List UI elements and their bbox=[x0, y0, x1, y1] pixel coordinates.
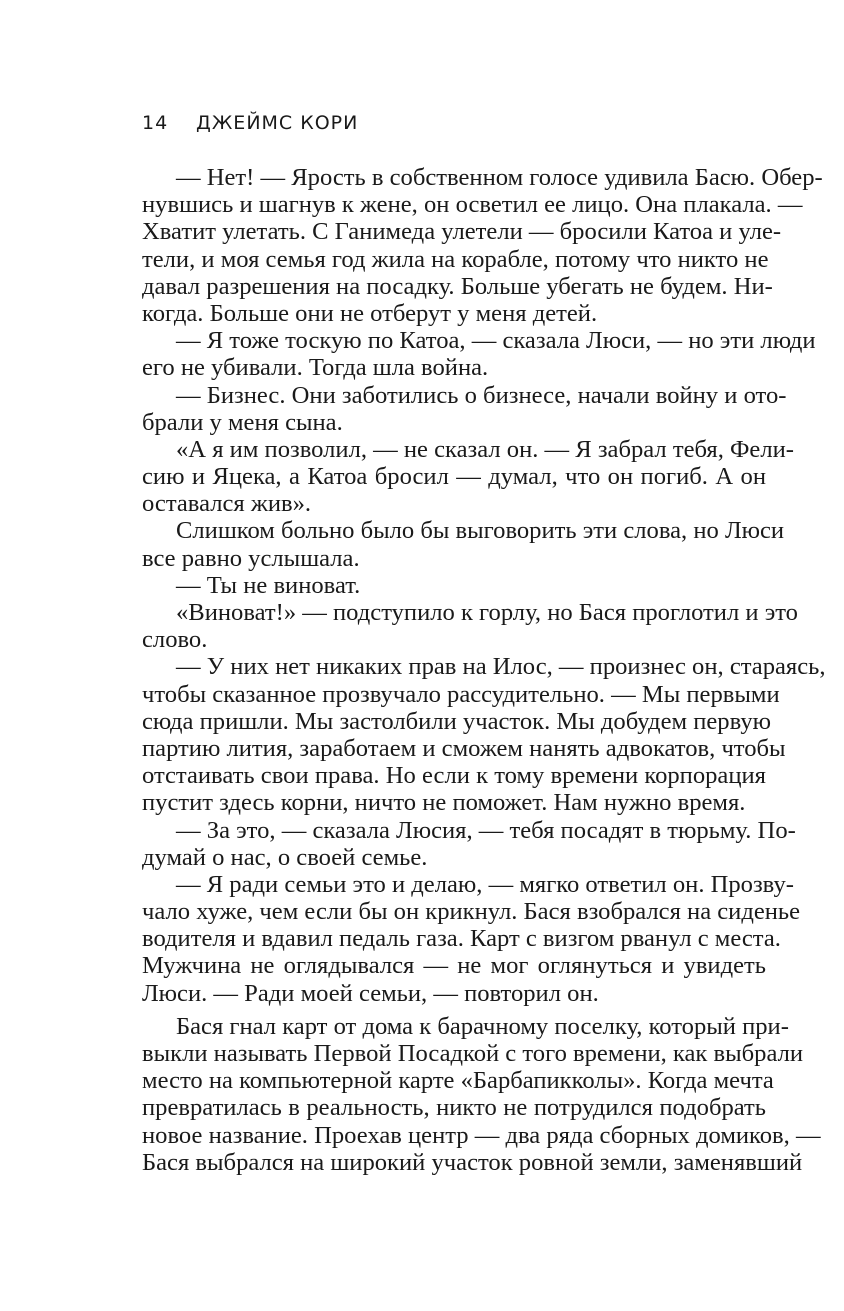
text-line: Люси. — Ради моей семьи, — повторил он. bbox=[142, 979, 599, 1007]
running-head-author: ДЖЕЙМС КОРИ bbox=[196, 112, 359, 134]
body-text bbox=[142, 164, 826, 1176]
text-line: партию лития, заработаем и сможем нанять адвокатов, чтобы bbox=[142, 734, 786, 762]
text-line: Бася выбрался на широкий участок ровной земли, заменявший bbox=[142, 1148, 803, 1176]
text-line: отстаивать свои права. Но если к тому времени корпорация bbox=[142, 762, 766, 790]
text-line: сюда пришли. Мы застолбили участок. Мы добудем первую bbox=[142, 707, 772, 735]
text-line: все равно услышала. bbox=[142, 544, 360, 572]
text-line: чало хуже, чем если бы он крикнул. Бася взобрался на сиденье bbox=[142, 898, 801, 926]
text-line: пустит здесь корни, ничто не поможет. Нам нужно время. bbox=[142, 789, 746, 817]
text-line: — У них нет никаких прав на Илос, — произнес он, стараясь, bbox=[176, 653, 826, 681]
text-line: — Я ради семьи это и делаю, — мягко ответил он. Прозву- bbox=[176, 870, 794, 898]
text-line: оставался жив». bbox=[142, 490, 312, 518]
text-line: слово. bbox=[142, 626, 208, 654]
text-line: Хватит улетать. С Ганимеда улетели — бросили Катоа и уле- bbox=[142, 218, 782, 246]
text-line: «А я им позволил, — не сказал он. — Я забрал тебя, Фели- bbox=[176, 435, 794, 463]
text-line: выкли называть Первой Посадкой с того времени, как выбрали bbox=[142, 1040, 804, 1067]
text-line: думай о нас, о своей семье. bbox=[142, 843, 428, 871]
text-line: водителя и вдавил педаль газа. Карт с визгом рванул с места. bbox=[142, 925, 781, 953]
text-line: когда. Больше они не отберут у меня детей. bbox=[142, 299, 598, 327]
text-line: «Виноват!» — подступило к горлу, но Бася проглотил и это bbox=[176, 599, 798, 626]
text-line: — Бизнес. Они заботились о бизнесе, начали войну и ото- bbox=[176, 381, 787, 409]
text-line: сию и Яцека, а Катоа бросил — думал, что он погиб. А он bbox=[142, 463, 766, 491]
text-line: — За это, — сказала Люсия, — тебя посадят в тюрьму. По- bbox=[176, 816, 796, 844]
text-line: — Ты не виноват. bbox=[176, 571, 361, 599]
text-line: — Нет! — Ярость в собственном голосе удивила Басю. Обер- bbox=[176, 164, 823, 191]
text-line: место на компьютерной карте «Барбапикколы». Когда мечта bbox=[142, 1067, 774, 1095]
text-line: Слишком больно было бы выговорить эти слова, но Люси bbox=[176, 517, 785, 545]
text-line: чтобы сказанное прозвучало рассудительно. — Мы первыми bbox=[142, 680, 780, 708]
text-line: Бася гнал карт от дома к барачному поселку, который при- bbox=[176, 1012, 789, 1040]
text-line: новое название. Проехав центр — два ряда сборных домиков, — bbox=[142, 1121, 821, 1149]
text-line: нувшись и шагнув к жене, он осветил ее лицо. Она плакала. — bbox=[142, 191, 803, 219]
text-line: брали у меня сына. bbox=[142, 408, 343, 436]
text-line: давал разрешения на посадку. Больше убегать не будем. Ни- bbox=[142, 272, 773, 300]
text-line: тели, и моя семья год жила на корабле, потому что никто не bbox=[142, 245, 769, 273]
text-line: его не убивали. Тогда шла война. bbox=[142, 354, 489, 382]
text-line: превратилась в реальность, никто не потрудился подобрать bbox=[142, 1094, 766, 1122]
text-line: — Я тоже тоскую по Катоа, — сказала Люси, — но эти люди bbox=[176, 327, 816, 355]
page-number: 14 bbox=[142, 112, 169, 134]
text-line: Мужчина не оглядывался — не мог оглянуться и увидеть bbox=[142, 952, 766, 980]
running-head bbox=[142, 112, 358, 134]
